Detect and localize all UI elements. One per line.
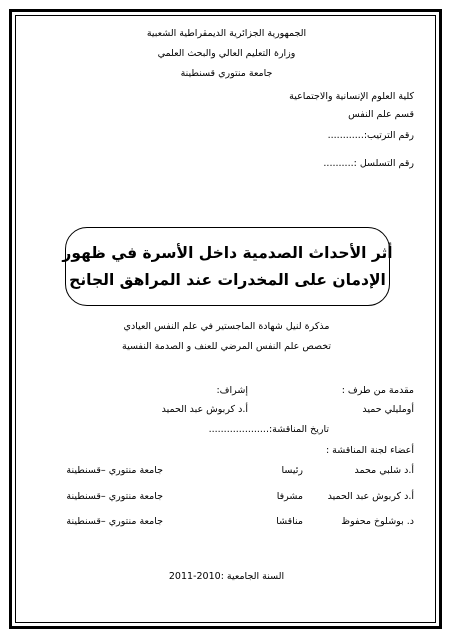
member-institution: جامعة منتوري –قسنطينة <box>66 516 163 527</box>
member-institution: جامعة منتوري –قسنطينة <box>66 491 163 502</box>
presented-by-label: مقدمة من طرف : <box>341 385 414 396</box>
member-institution: جامعة منتوري –قسنطينة <box>66 465 163 476</box>
page-border-inner <box>15 15 436 623</box>
rank-number: رقم الترتيب:............ <box>327 130 414 141</box>
committee-label: أعضاء لجنة المناقشة : <box>325 445 414 456</box>
supervision-label: إشراف: <box>216 385 248 396</box>
university-line: جامعة منتوري قسنطينة <box>180 68 273 79</box>
faculty-line: كلية العلوم الإنسانية والاجتماعية <box>289 91 414 102</box>
thesis-title-line-1: أثر الأحداث الصدمية داخل الأسرة في ظهور <box>62 243 393 262</box>
student-name: أومليلي حميد <box>362 404 414 415</box>
republic-line: الجمهورية الجزائرية الديمقراطية الشعبية <box>146 28 307 39</box>
member-name: أ.د شلبي محمد <box>354 465 414 476</box>
member-name: أ.د كربوش عبد الحميد <box>327 491 414 502</box>
department-line: قسم علم النفس <box>348 109 414 120</box>
thesis-purpose: مذكرة لنيل شهادة الماجستير في علم النفس العيادي <box>123 321 330 332</box>
academic-year: السنة الجامعية :2010-2011 <box>168 571 285 582</box>
ministry-line: وزارة التعليم العالي والبحث العلمي <box>157 48 296 59</box>
member-name: د. بوشلوخ محفوظ <box>341 516 414 527</box>
member-role: مناقشا <box>276 516 303 527</box>
member-role: رئيسا <box>281 465 303 476</box>
member-role: مشرفا <box>276 491 303 502</box>
thesis-specialty: تخصص علم النفس المرضي للعنف و الصدمة النفسية <box>122 341 331 352</box>
defense-date: تاريخ المناقشة:.................... <box>208 424 329 435</box>
serial-number: رقم التسلسل :.......... <box>323 158 414 169</box>
supervisor-name: أ.د كربوش عبد الحميد <box>161 404 248 415</box>
thesis-title-box <box>62 227 393 306</box>
thesis-title-line-2: الإدمان على المخدرات عند المراهق الجانح <box>69 270 386 289</box>
